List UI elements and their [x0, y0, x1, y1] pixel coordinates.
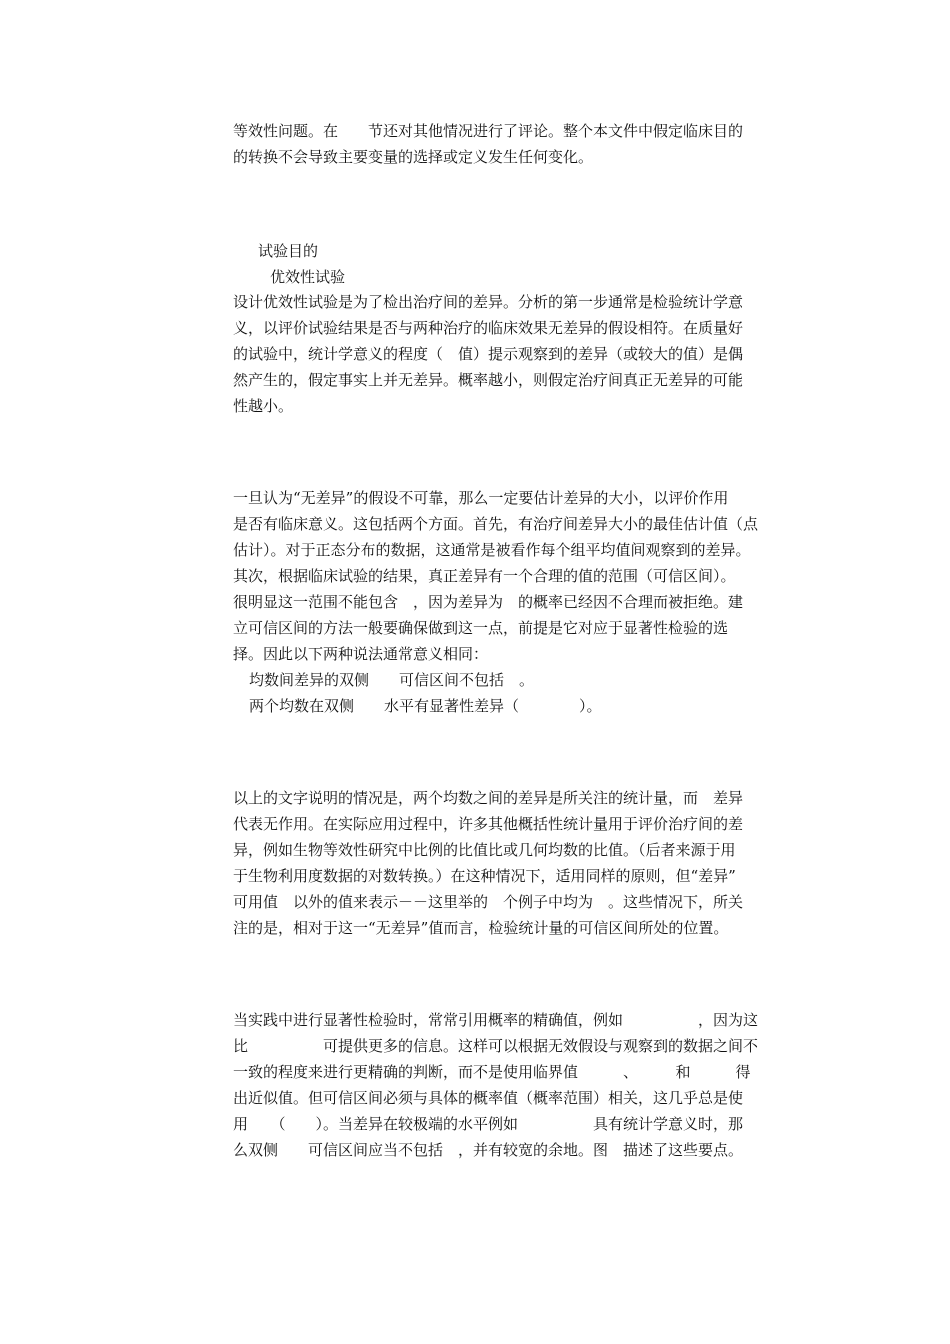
para2-line-5: 很明显这一范围不能包含 ，因为差异为 的概率已经因不合理而被拒绝。建: [233, 593, 744, 611]
para4-line-1: 当实践中进行显著性检验时，常常引用概率的精确值，例如 ，因为这: [233, 1011, 759, 1029]
para1-line-1: 设计优效性试验是为了检出治疗间的差异。分析的第一步通常是检验统计学意: [233, 293, 744, 311]
list-item-1: 均数间差异的双侧 可信区间不包括 。: [249, 671, 535, 689]
intro-line-2: 的转换不会导致主要变量的选择或定义发生任何变化。: [233, 148, 594, 166]
para1-line-2: 义，以评价试验结果是否与两种治疗的临床效果无差异的假设相符。在质量好: [233, 319, 744, 337]
para2-line-7: 择。因此以下两种说法通常意义相同：: [233, 645, 489, 663]
para2-line-6: 立可信区间的方法一般要确保做到这一点，前提是它对应于显著性检验的选: [233, 619, 729, 637]
para4-line-5: 用 （ ）。当差异在较极端的水平例如 具有统计学意义时，那: [233, 1115, 744, 1133]
para1-line-5: 性越小。: [233, 397, 294, 415]
para2-line-1: 一旦认为“无差异”的假设不可靠，那么一定要估计差异的大小，以评价作用: [233, 489, 729, 507]
section-heading: 试验目的: [258, 242, 319, 260]
para2-line-3: 估计）。对于正态分布的数据，这通常是被看作每个组平均值间观察到的差异。: [233, 541, 751, 559]
para4-line-4: 出近似值。但可信区间必须与具体的概率值（概率范围）相关，这几乎总是使: [233, 1089, 744, 1107]
intro-line-1: 等效性问题。在 节还对其他情况进行了评论。整个本文件中假定临床目的: [233, 122, 744, 140]
para3-line-4: 于生物利用度数据的对数转换。）在这种情况下，适用同样的原则，但“差异”: [233, 867, 736, 885]
para2-line-2: 是否有临床意义。这包括两个方面。首先，有治疗间差异大小的最佳估计值（点: [233, 515, 759, 533]
para3-line-1: 以上的文字说明的情况是，两个均数之间的差异是所关注的统计量，而 差异: [233, 789, 744, 807]
para3-line-2: 代表无作用。在实际应用过程中，许多其他概括性统计量用于评价治疗间的差: [233, 815, 744, 833]
para3-line-5: 可用值 以外的值来表示－－这里举的 个例子中均为 。这些情况下，所关: [233, 893, 744, 911]
para3-line-3: 异，例如生物等效性研究中比例的比值比或几何均数的比值。（后者来源于用: [233, 841, 736, 859]
subsection-heading: 优效性试验: [270, 268, 346, 286]
para4-line-3: 一致的程度来进行更精确的判断，而不是使用临界值 、 和 得: [233, 1063, 751, 1081]
para4-line-2: 比 可提供更多的信息。这样可以根据无效假设与观察到的数据之间不: [233, 1037, 759, 1055]
para1-line-4: 然产生的，假定事实上并无差异。概率越小，则假定治疗间真正无差异的可能: [233, 371, 744, 389]
para3-line-6: 注的是，相对于这一“无差异”值而言，检验统计量的可信区间所处的位置。: [233, 919, 729, 937]
list-item-2: 两个均数在双侧 水平有显著性差异（ ）。: [249, 697, 602, 715]
para2-line-4: 其次，根据临床试验的结果，真正差异有一个合理的值的范围（可信区间）。: [233, 567, 736, 585]
para1-line-3: 的试验中，统计学意义的程度（ 值）提示观察到的差异（或较大的值）是偶: [233, 345, 744, 363]
para4-line-6: 么双侧 可信区间应当不包括 ，并有较宽的余地。图 描述了这些要点。: [233, 1141, 744, 1159]
